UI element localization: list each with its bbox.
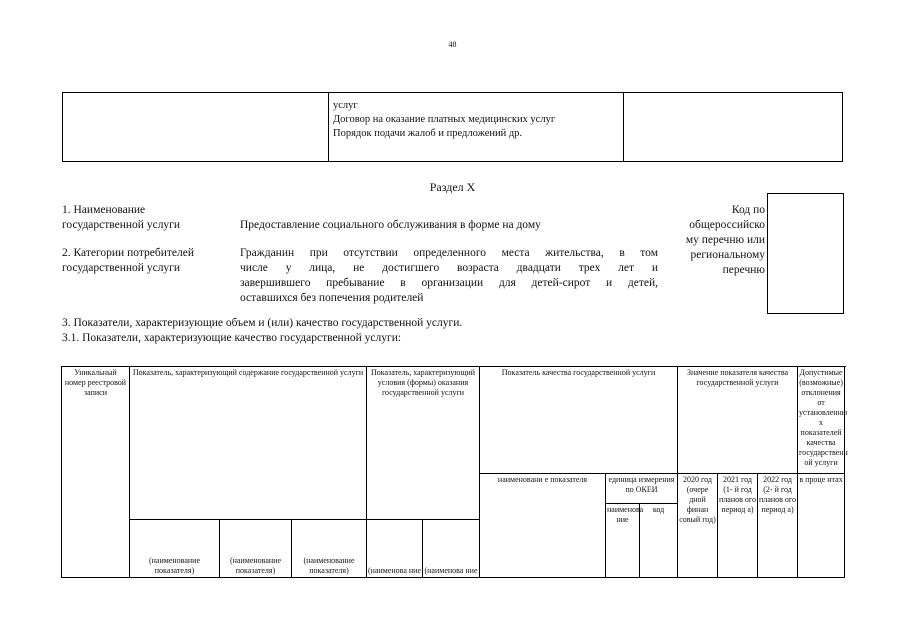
item3-text: 3. Показатели, характеризующие объем и (или) качество государственной услуги. [62,317,463,329]
code-label-line: региональному [690,249,765,261]
quality-indicators-table [61,366,848,578]
subheader-content-3: (наименование показателя) [292,520,367,578]
header-okei-unit: единица измерения по ОКЕИ [606,474,678,504]
subheader-conditions-1: (наименова ние [367,520,423,578]
header-year-2021: 2021 год (1- й год планов ого период а) [718,474,758,578]
top-box-line: услуг [333,100,358,111]
item1-label [62,203,180,233]
header-content-indicator: Показатель, характеризующий содержание государственной услуги [130,367,367,520]
header-quality-indicator: Показатель качества государственной услуги [480,367,678,474]
item2-value-line: числе у лица, не достигшего возраста двадцати трех лет и [240,262,658,274]
header-unique-number: Уникальный номер реестровой записи [62,367,130,578]
header-okei-name: наименова ние [606,504,640,578]
section-title: Раздел X [429,180,476,194]
item31-text: 3.1. Показатели, характеризующие качество государственной услуги: [62,332,402,344]
subheader-content-1: (наименование показателя) [130,520,220,578]
item2-value-line: оставшихся без попечения родителей [240,292,424,304]
header-conditions-indicator: Показатель, характеризующий условия (формы) оказания государственной услуги [367,367,480,520]
item2-value [240,246,658,306]
item1-value: Предоставление социального обслуживания в форме на дому [240,219,541,231]
item2-label-line: государственной услуги [62,262,181,274]
top-box-divider-2 [623,93,624,161]
item1-label-line: 1. Наименование [62,204,146,216]
item2-label-line: 2. Категории потребителей [62,247,194,259]
item1-label-line: государственной услуги [62,219,181,231]
code-label-line: му перечню или [685,234,765,246]
header-year-2022: 2022 год (2- й год планов ого период а) [758,474,798,578]
header-allowed-deviation: Допустимые (возможные) отклонения от установленны х показателей качества государственн ой услуги [798,367,845,474]
item2-label [62,246,194,276]
top-box-line: Договор на оказание платных медицинских услуг [333,114,556,125]
code-label-line: Код по [731,204,765,216]
top-box-line: Порядок подачи жалоб и предложений др. [333,128,523,139]
header-year-2020: 2020 год (очере дной финан совый год) [678,474,718,578]
top-box [62,92,843,162]
code-label-line: перечню [722,264,765,276]
page-number: 48 [448,40,457,49]
subheader-content-2: (наименование показателя) [220,520,292,578]
code-box [767,193,844,314]
header-indicator-value: Значение показателя качества государственной услуги [678,367,798,474]
code-label [650,203,765,278]
header-okei-code: код [640,504,678,578]
subheader-conditions-2: (наименова ние [423,520,480,578]
top-box-divider-1 [328,93,329,161]
code-label-line: общероссийско [689,219,765,231]
header-indicator-name: наименовани е показателя [480,474,606,578]
item2-value-line: Гражданин при отсутствии определенного места жительства, в том [240,247,658,259]
header-deviation-percent: в проце нтах [798,474,845,578]
top-box-text [333,99,555,141]
item2-value-line: завершившего пребывание в организации для детей-сирот и детей, [240,277,658,289]
